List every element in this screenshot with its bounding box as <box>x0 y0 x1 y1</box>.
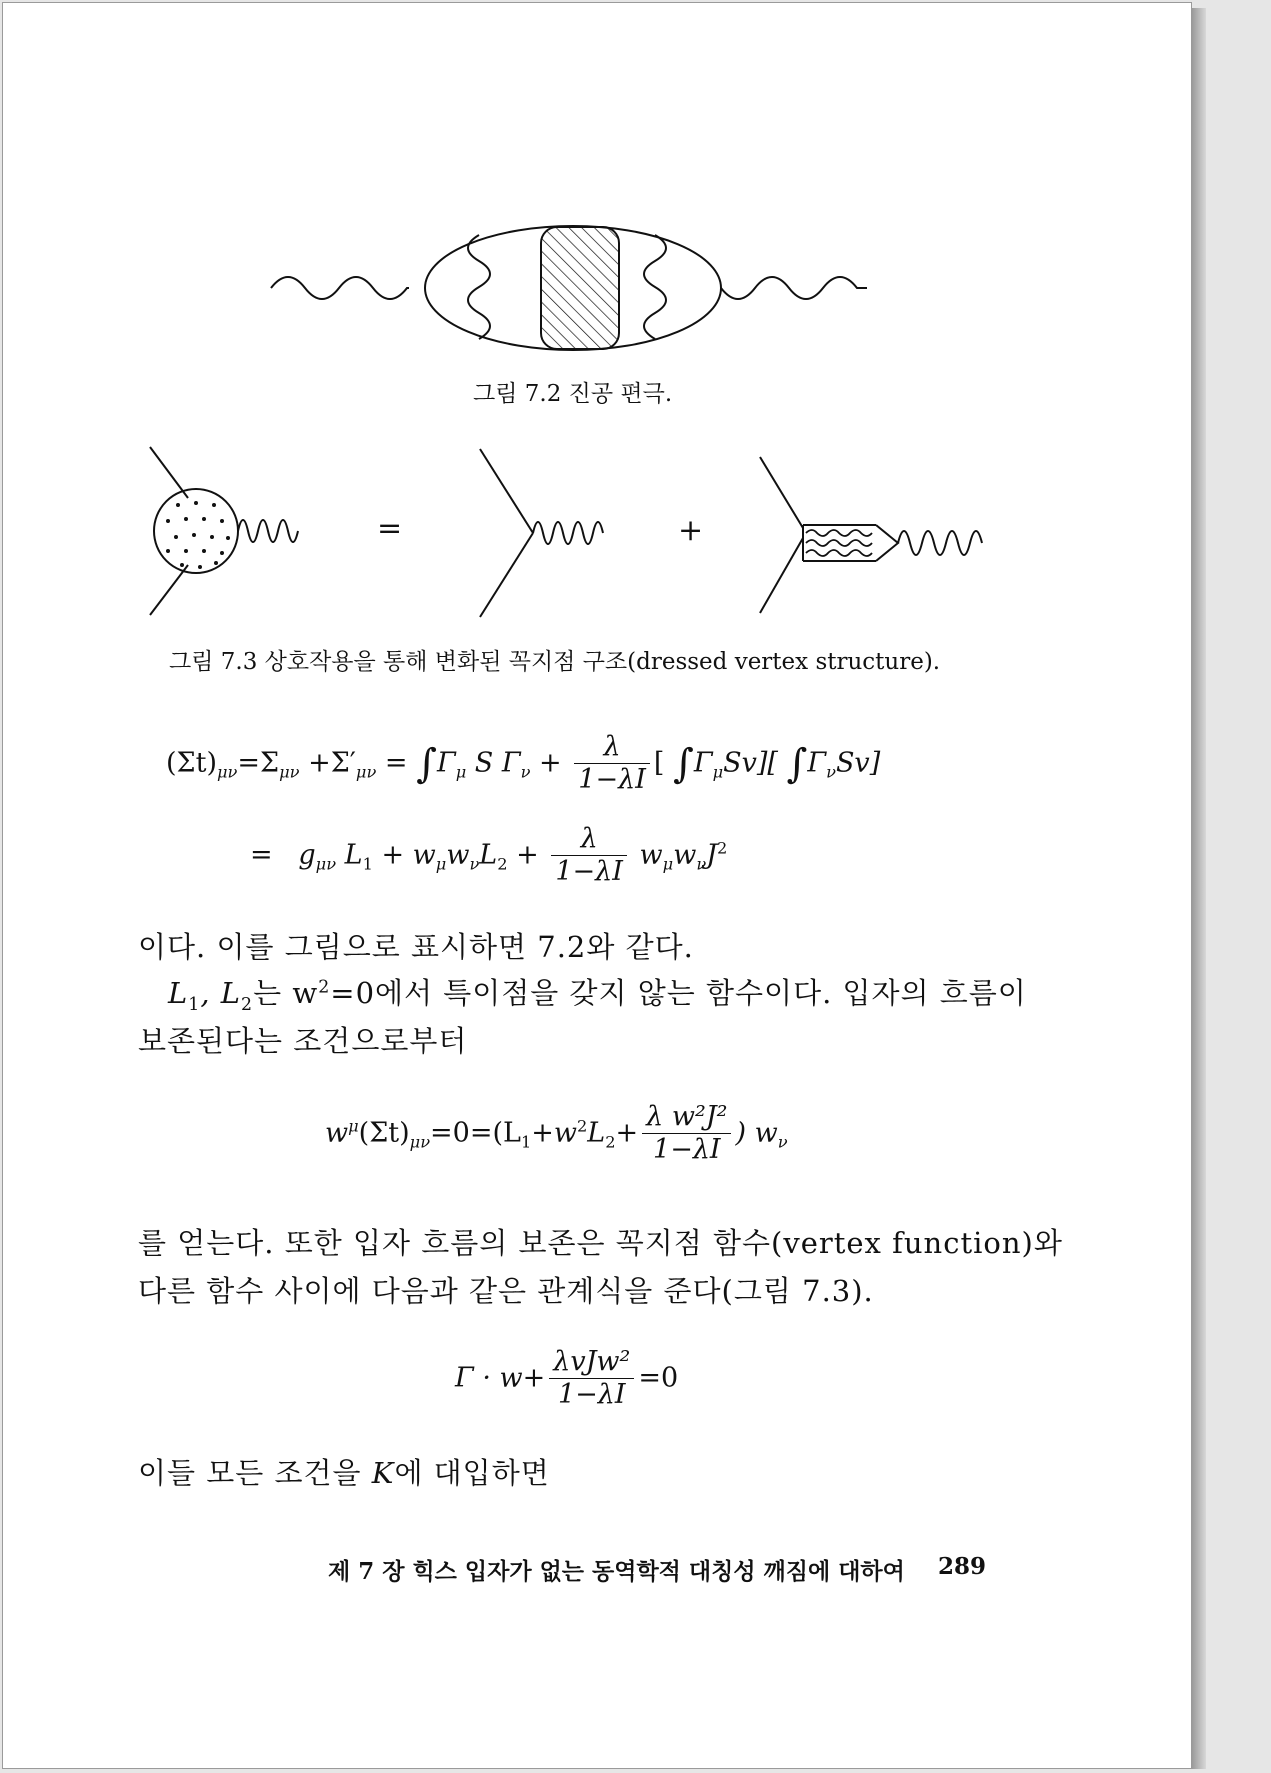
lambda-fraction-4: $\frac{\text{λvJw²}}{1-\lambda I}$ <box>549 1348 634 1410</box>
vacuum-polarization-diagram <box>261 213 881 363</box>
paragraph-line: 보존된다는 조건으로부터 <box>138 1024 468 1058</box>
ladder-correction <box>760 457 982 613</box>
dressed-vertex-lhs <box>150 447 298 615</box>
dressed-vertex-diagram <box>138 443 1018 623</box>
equation-sigma-t: $(\Sigma t)_{\mu\nu}=\Sigma_{\mu\nu} +\Sigma'_{\mu\nu} = \int\Gamma_\mu$ S $\Gamma_\nu$ + $\frac{\lambda}{1-\lambda I}$ [ $\int\Gamma_\mu Sv$][ $\int\Gamma_\nu Sv$] <box>166 731 881 796</box>
bare-vertex <box>480 449 603 617</box>
paragraph-line: 이들 모든 조건을 K에 대입하면 <box>138 1456 550 1490</box>
paragraph-line: 를 얻는다. 또한 입자 흐름의 보존은 꼭지점 함수(vertex function)와 <box>138 1226 1063 1260</box>
internal-photon-right <box>644 235 666 339</box>
equation-expansion: = $g_{\mu\nu}$ $L_1 + w_\mu w_\nu L_2$ + $\frac{\lambda}{1-\lambda I}$ $w_\mu w_\nu J^2$ <box>250 823 728 888</box>
page-number: 289 <box>938 1553 987 1580</box>
lambda-fraction: $\frac{\lambda}{1-\lambda I}$ <box>574 733 650 795</box>
paragraph-line: 이다. 이를 그림으로 표시하면 7.2와 같다. <box>138 930 694 964</box>
paragraph-line: 다른 함수 사이에 다음과 같은 관계식을 준다(그림 7.3). <box>138 1274 874 1308</box>
running-footer-chapter: 제 7 장 힉스 입자가 없는 동역학적 대칭성 깨짐에 대하여 <box>328 1558 905 1585</box>
diagram-plus-sign: + <box>678 513 704 548</box>
incoming-photon-line <box>271 277 409 299</box>
diagram-equals-sign: = <box>377 511 403 546</box>
book-page <box>2 2 1192 1769</box>
internal-photon-left <box>468 235 490 339</box>
outgoing-photon-line <box>721 277 867 299</box>
page-edge-shadow <box>1192 8 1206 1769</box>
figure-7-3-caption: 그림 7.3 상호작용을 통해 변화된 꼭지점 구조(dressed vertex structure). <box>169 649 941 675</box>
integral-sign: ∫ <box>416 740 437 787</box>
lambda-fraction-2: $\frac{\lambda}{1-\lambda I}$ <box>551 825 627 887</box>
hatched-kernel <box>541 227 619 349</box>
figure-7-2-caption: 그림 7.2 진공 편극. <box>473 381 673 407</box>
equation-ward-identity: Γ · w+ $\frac{\text{λvJw²}}{1-\lambda I}$ =0 <box>455 1346 679 1411</box>
paragraph-line: $L_1$, $L_2$는 $w^2=0$에서 특이점을 갖지 않는 함수이다. 입자의 흐름이 <box>168 976 1027 1015</box>
lambda-fraction-3: $\frac{\text{λ w²J²}}{1-\lambda I}$ <box>642 1103 731 1165</box>
equation-current-conservation: $w^\mu(\Sigma t)_{\mu\nu}=0=(L_1+w^2L_2+$ $\frac{\text{λ w²J²}}{1-\lambda I}$ ) $w_\nu$ <box>325 1101 788 1166</box>
